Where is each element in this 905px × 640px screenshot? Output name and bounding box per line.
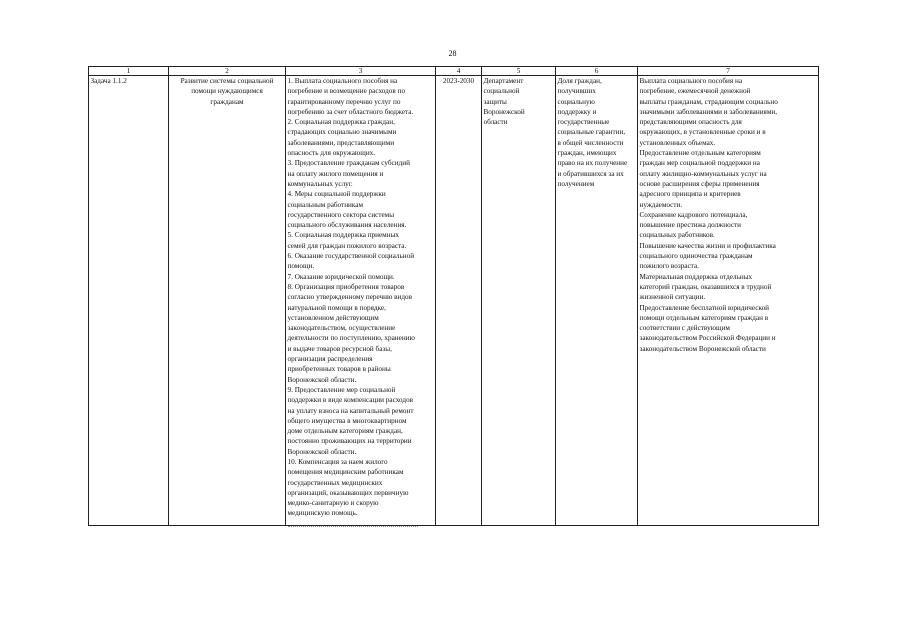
text-line: Сохранение кадрового потенциала, (639, 210, 748, 219)
text-line: общего имущества в многоквартирном (287, 416, 407, 425)
text-line: повышение престижа должности (639, 221, 742, 230)
text-line: защиты (483, 97, 507, 106)
column-header-5: 5 (482, 67, 556, 76)
text-line: организация распределения (287, 355, 373, 364)
text-line: Предоставление отдельным категориям (639, 149, 761, 158)
column-header-3: 3 (286, 67, 436, 76)
text-line: и выдаче товаров ресурсной базы, (287, 344, 392, 353)
text-line: социальной (483, 87, 520, 96)
text-line: социальных работников. (639, 231, 715, 240)
text-line: законодательством Воронежской области (639, 344, 766, 353)
text-line: пожилого возраста. (639, 262, 699, 271)
text-line: медицинскую помощь. (287, 509, 358, 518)
text-line: получением (557, 179, 595, 188)
text-line: коммунальных услуг. (287, 179, 353, 188)
text-line: 6. Оказание государственной социальной (287, 252, 415, 261)
text-line: установленном действующим (287, 313, 379, 322)
column-number-row (89, 67, 819, 76)
text-line: поддержку и (557, 107, 597, 116)
text-line: Департамент (483, 77, 524, 85)
text-line: нуждаемости. (639, 200, 683, 209)
column-header-7: 7 (638, 67, 819, 76)
text-line: 4. Меры социальной поддержки (287, 190, 386, 199)
text-line: и обратившихся за их (557, 169, 624, 178)
program-table (88, 66, 819, 526)
name-cell (169, 76, 286, 526)
text-line: гражданам (210, 97, 244, 106)
text-line: Воронежской области. (287, 375, 357, 384)
text-line: соответствии с действующим (639, 324, 730, 333)
text-line: граждан мер социальной поддержки на (639, 159, 760, 168)
text-line: Предоставление бесплатной юридической (639, 303, 770, 312)
text-line: 1. Выплата социального пособия на (287, 77, 398, 85)
period-value: 2023-2030 (442, 77, 475, 85)
column-header-2: 2 (169, 67, 286, 76)
text-line: заболеваниями, представляющими (287, 138, 395, 147)
text-line: согласно утвержденному перечню видов (287, 293, 412, 302)
text-line: выплаты гражданам, страдающим социально (639, 97, 778, 106)
column-header-6: 6 (556, 67, 638, 76)
text-line: оплату жилищно-коммунальных услуг на (639, 169, 767, 178)
text-line: законодательством Российской Федерации и (639, 334, 776, 343)
executor-cell (482, 76, 556, 526)
text-line: погребение, ежемесячной денежной (639, 87, 751, 96)
text-line: 5. Социальная поддержка приемных (287, 231, 399, 240)
text-line: государственного сектора системы (287, 210, 395, 219)
text-line: медико-санитарную и скорую (287, 499, 379, 508)
text-line: 9. Предоставление мер социальной (287, 385, 396, 394)
text-line: государственных медицинских (287, 478, 383, 487)
text-line: основе расширения сферы применения (639, 179, 760, 188)
text-line: опасность для окружающих. (287, 149, 376, 158)
text-line: страдающих социально значимыми (287, 128, 397, 137)
text-line: поддержки в виде компенсации расходов (287, 396, 414, 405)
column-header-4: 4 (436, 67, 482, 76)
text-line: категорий граждан, оказавшихся в трудной (639, 282, 772, 291)
page-number: 28 (448, 49, 457, 58)
period-cell (436, 76, 482, 526)
text-line: значимыми заболеваниями и заболеваниями, (639, 107, 778, 116)
indicator-cell (556, 76, 638, 526)
text-line: Воронежской области. (287, 447, 357, 456)
text-line: помощи. (287, 262, 315, 271)
text-line: погребению за счет областного бюджета. (287, 107, 414, 116)
text-line: Развитие системы социальной (180, 77, 274, 85)
text-line: Повышение качества жизни и профилактика (639, 241, 776, 250)
text-line: социальные гарантии, (557, 128, 626, 137)
text-line: деятельности по поступлению, хранению (287, 334, 415, 343)
text-line: организаций, оказывающих первичную (287, 488, 409, 497)
text-line: установленных объемах. (639, 138, 716, 147)
text-line: приобретенных товаров в районы (287, 365, 391, 374)
text-line: на оплату жилого помещения и (287, 169, 384, 178)
text-line: помощи отдельным категориям граждан в (639, 313, 769, 322)
text-line: помещения медицинским работникам (287, 468, 404, 477)
text-line: адресного принципа и критериев (639, 190, 741, 199)
cut-off-line (288, 523, 418, 527)
text-line: на уплату взноса на капитальный ремонт (287, 406, 414, 415)
text-line: Воронежской (483, 107, 525, 116)
text-line: погребение и возмещение расходов по (287, 87, 406, 96)
text-line: гарантированному перечню услуг по (287, 97, 401, 106)
measures-cell (286, 76, 436, 526)
text-line: представляющими опасность для (639, 118, 742, 127)
text-line: 2. Социальная поддержка граждан, (287, 118, 395, 127)
text-line: области (483, 118, 508, 127)
text-line: помощи нуждающимся (191, 87, 263, 96)
result-cell (638, 76, 819, 526)
text-line: законодательством, осуществление (287, 324, 396, 333)
text-line: постоянно проживающих на территории (287, 437, 412, 446)
text-line: социальную (557, 97, 595, 106)
text-line: социального обслуживания населения. (287, 221, 407, 230)
table-row (89, 76, 819, 526)
text-line: граждан, имеющих (557, 149, 617, 158)
text-line: натуральной помощи в порядке, (287, 303, 386, 312)
column-header-1: 1 (89, 67, 169, 76)
text-line: получивших (557, 87, 596, 96)
text-line: право на их получение (557, 159, 628, 168)
text-line: Материальная поддержка отдельных (639, 272, 753, 281)
text-line: 10. Компенсация за наем жилого (287, 457, 388, 466)
text-line: жизненной ситуации. (639, 293, 706, 302)
text-line: 3. Предоставление гражданам субсидий (287, 159, 410, 168)
text-line: Выплата социального пособия на (639, 77, 743, 85)
text-line: государственные (557, 118, 610, 127)
text-line: социального одиночества гражданам (639, 252, 753, 261)
text-line: окружающих, в установленные сроки и в (639, 128, 766, 137)
task-cell (89, 76, 169, 526)
text-line: 7. Оказание юридической помощи. (287, 272, 395, 281)
text-line: семей для граждан пожилого возраста. (287, 241, 407, 250)
text-line: в общей численности (557, 138, 624, 147)
text-line: социальным работникам (287, 200, 364, 209)
text-line: доме отдельным категориям граждан, (287, 427, 403, 436)
text-line: Доля граждан, (557, 77, 602, 85)
text-line: 8. Организация приобретения товаров (287, 282, 405, 291)
task-label: Задача 1.1.2 (90, 77, 127, 85)
